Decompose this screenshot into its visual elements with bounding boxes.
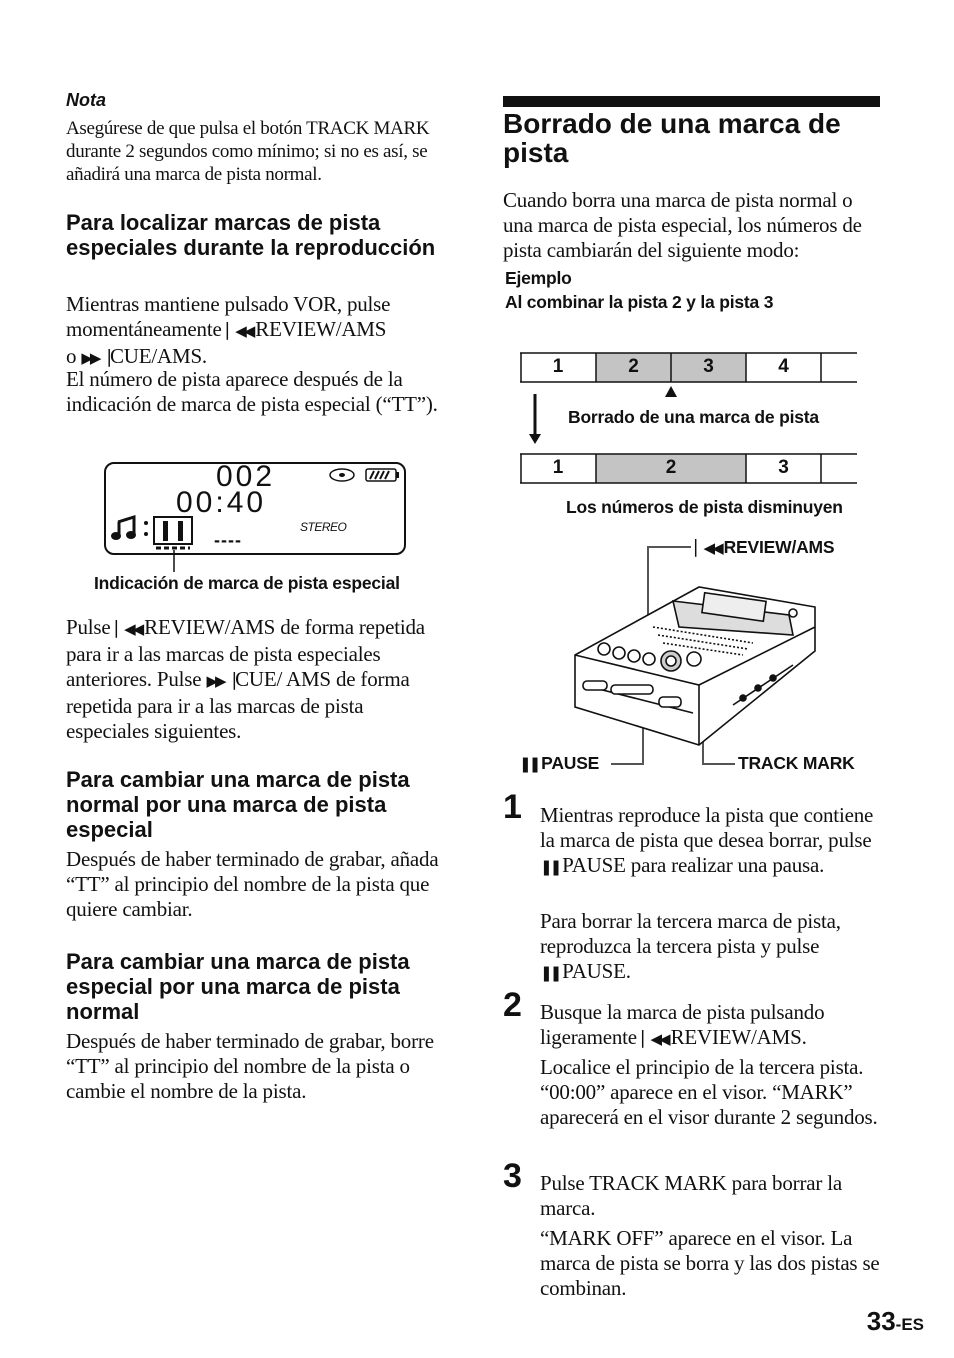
track-diagram [520, 352, 860, 522]
review-ams-label: ▏◀◀ REVIEW/AMS [695, 537, 835, 557]
section-paragraph: Después de haber terminado de grabar, borre “TT” al principio del nombre de la pista o cambie el nombre de la pista. [66, 1029, 434, 1103]
track-cell: 2 [628, 356, 639, 377]
step-number: 1 [503, 788, 522, 826]
previous-track-icon: ▏◀◀ [641, 1030, 668, 1048]
bottom-label: Los números de pista disminuyen [566, 497, 843, 517]
next-track-icon: ▶▶▕ [81, 349, 107, 367]
lcd-time: 00:40 [176, 486, 267, 519]
section-paragraph: El número de pista aparece después de la indicación de marca de pista especial (“TT”). [66, 367, 438, 416]
lcd-display-illustration [104, 462, 406, 556]
track-cell: 3 [778, 457, 789, 478]
combinar-label: Al combinar la pista 2 y la pista 3 [505, 292, 774, 312]
heading-rule [503, 96, 880, 107]
track-cell: 3 [703, 356, 714, 377]
minidisc-device-illustration [503, 535, 883, 780]
arrow-label: Borrado de una marca de pista [568, 407, 819, 427]
lcd-caption: Indicación de marca de pista especial [94, 573, 400, 593]
lcd-dashes: ---- [214, 530, 242, 550]
device-body [575, 587, 815, 745]
page-heading: Borrado de una marca de pista [503, 108, 841, 168]
intro-paragraph: Cuando borra una marca de pista normal o una marca de pista especial, los números de pista cambiarán del siguiente modo: [503, 188, 862, 262]
step-text: Para borrar la tercera marca de pista, reproduzca la tercera pista y pulse ❚❚ PAUSE. [540, 909, 841, 983]
section-heading-normal-a-especial: Para cambiar una marca de pista normal por una marca de pista especial [66, 767, 410, 842]
nota-body: Asegúrese de que pulsa el botón TRACK MARK durante 2 segundos como mínimo; si no es así, se añadirá una marca de pista normal. [66, 118, 430, 185]
track-marker-icon [665, 386, 677, 397]
down-arrow-icon [529, 394, 541, 444]
previous-track-icon: ▏◀◀ [226, 322, 253, 340]
previous-track-icon: ▏◀◀ [115, 620, 142, 638]
step-text: “MARK OFF” aparece en el visor. La marca de pista se borra y las dos pistas se combinan. [540, 1226, 880, 1300]
pause-label: ❚❚ PAUSE [519, 753, 600, 773]
track-cell: 2 [665, 457, 677, 478]
track-cell: 4 [778, 356, 789, 377]
pause-icon: ❚❚ [540, 858, 560, 876]
section-paragraph: Después de haber terminado de grabar, añada “TT” al principio del nombre de la pista que quiere cambiar. [66, 847, 439, 921]
section-paragraph: Pulse ▏◀◀ REVIEW/AMS de forma repetida para ir a las marcas de pista especiales anteriores. Pulse ▶▶▕ CUE/ AMS de forma repetida para ir a las marcas de pista especiales siguientes. [66, 615, 425, 743]
nota-title: Nota [66, 90, 106, 110]
step-text: Busque la marca de pista pulsando ligeramente ▏◀◀ REVIEW/AMS. [540, 1000, 825, 1049]
ejemplo-label: Ejemplo [505, 268, 572, 288]
step-text: Localice el principio de la tercera pista. “00:00” aparece en el visor. “MARK” aparecerá en el visor durante 2 segundos. [540, 1055, 878, 1129]
next-track-icon: ▶▶▕ [206, 672, 233, 690]
pause-icon: ❚❚ [540, 964, 560, 982]
lcd-stereo: STEREO [300, 520, 347, 534]
track-mark-label: TRACK MARK [738, 753, 855, 773]
page-number: 33-ES [866, 1306, 924, 1336]
step-number: 3 [503, 1157, 522, 1195]
lcd-track-number: 002 [216, 460, 276, 493]
track-cell: 1 [552, 457, 564, 478]
previous-track-icon: ▏◀◀ [695, 539, 721, 557]
step-text: Mientras reproduce la pista que contiene la marca de pista que desea borrar, pulse ❚❚ PAUSE para realizar una pausa. [540, 803, 874, 877]
track-cell: 1 [552, 356, 564, 377]
section-heading-localizar: Para localizar marcas de pista especiales durante la reproducción [66, 210, 436, 260]
section-paragraph: Mientras mantiene pulsado VOR, pulse momentáneamente ▏◀◀ REVIEW/AMS o ▶▶▕ CUE/AMS. [66, 292, 391, 368]
step-number: 2 [503, 986, 522, 1024]
pause-icon: ❚❚ [519, 755, 539, 773]
section-heading-especial-a-normal: Para cambiar una marca de pista especial por una marca de pista normal [66, 949, 410, 1024]
step-text: Pulse TRACK MARK para borrar la marca. [540, 1171, 842, 1220]
